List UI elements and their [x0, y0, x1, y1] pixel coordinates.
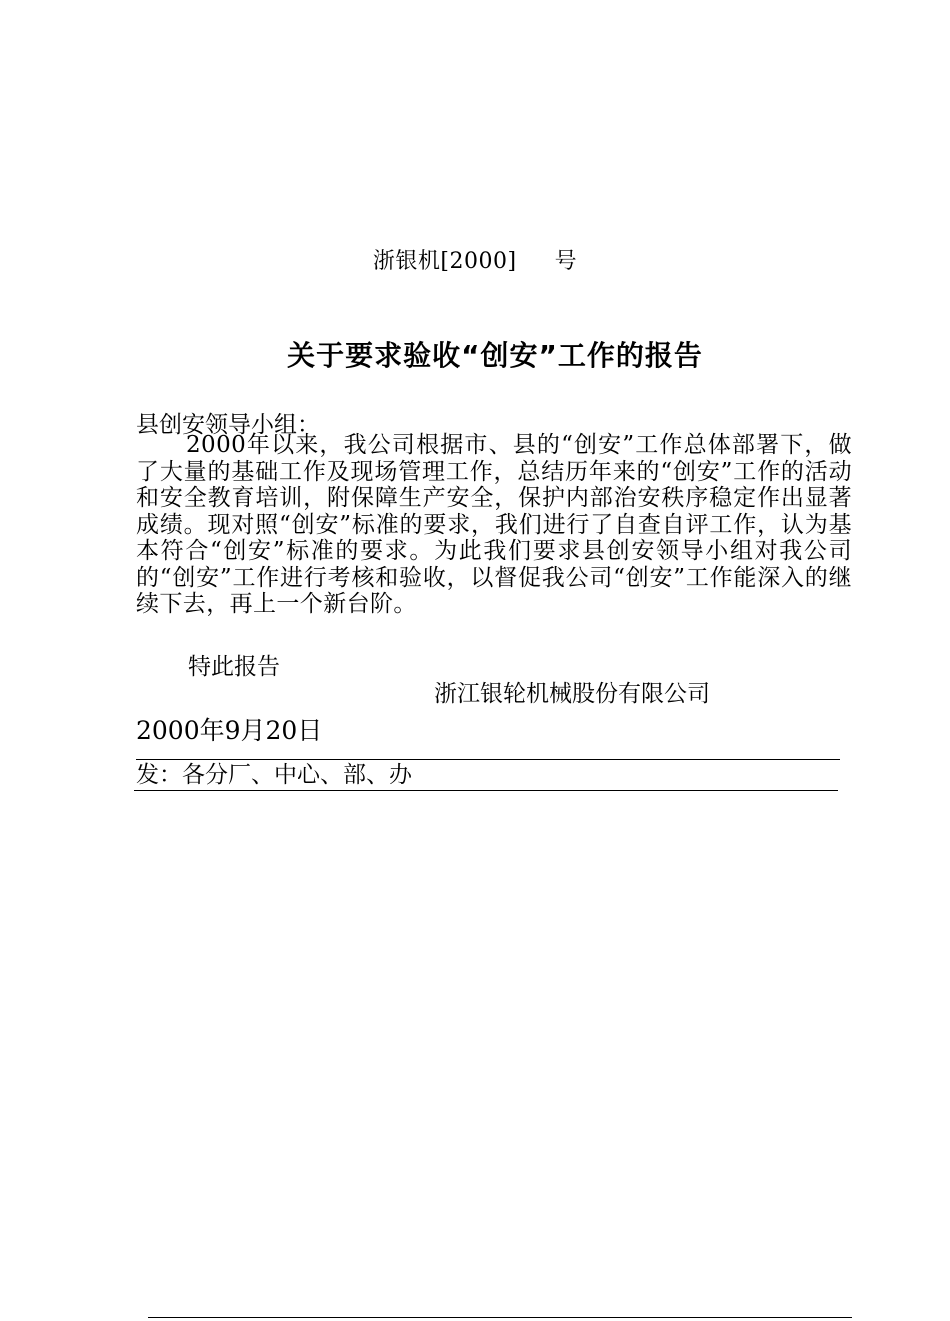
company-signature: 浙江银轮机械股份有限公司: [434, 681, 710, 707]
salutation: 县创安领导小组：: [136, 412, 320, 438]
closing-phrase: 特此报告: [188, 654, 280, 680]
body-paragraph: 2000年以来，我公司根据市、县的“创安”工作总体部署下，做了大量的基础工作及现场管理工作，总结历年来的“创安”工作的活动和安全教育培训，附保障生产安全，保护内部治安秩序稳定作出显著成绩。现对照“创安”标准的要求，我们进行了自查自评工作，认为基本符合“创安”标准的要求。为此我们要求县创安领导小组对我公司的“创安”工作进行考核和验收，以督促我公司“创安”工作能深入的继续下去，再上一个新台阶。: [136, 432, 852, 617]
document-number-prefix: 浙银机[2000]: [372, 249, 517, 274]
document-title: 关于要求验收“创安”工作的报告: [287, 339, 703, 372]
footer-rule: [148, 1317, 852, 1318]
document-date: 2000年9月20日: [136, 716, 323, 745]
document-number-suffix: 号: [554, 249, 578, 274]
distribution-list: 发：各分厂、中心、部、办: [136, 762, 412, 788]
document-number: [0, 244, 950, 275]
distribution-bottom-rule: [134, 790, 838, 791]
